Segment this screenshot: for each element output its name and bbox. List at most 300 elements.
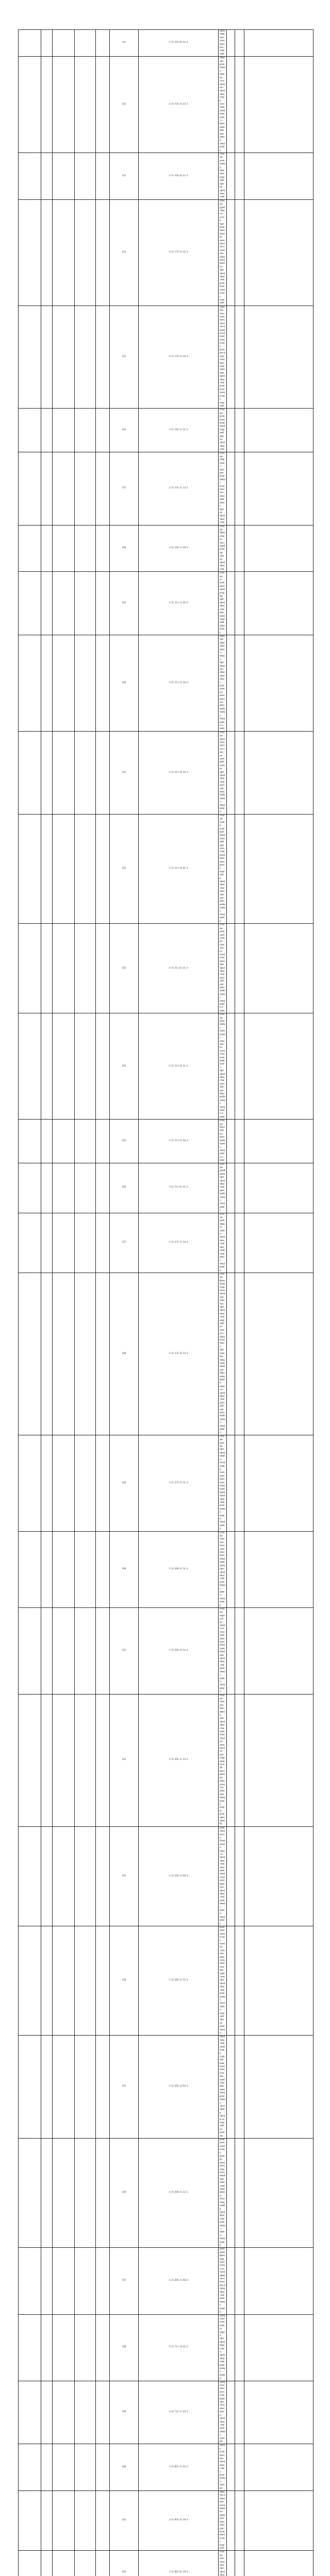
empty-cell bbox=[96, 2138, 110, 2247]
table-row bbox=[19, 306, 314, 409]
empty-cell bbox=[19, 57, 41, 153]
empty-cell bbox=[41, 731, 53, 814]
fkko-code: 3 31 211 41 21 4 bbox=[139, 924, 219, 1013]
empty-cell bbox=[75, 306, 96, 409]
row-number: 322 bbox=[110, 814, 139, 923]
empty-cell bbox=[244, 2248, 314, 2314]
empty-cell bbox=[96, 1163, 110, 1213]
empty-cell bbox=[19, 1826, 41, 1926]
empty-cell bbox=[41, 409, 53, 452]
empty-cell bbox=[227, 1273, 235, 1435]
empty-cell bbox=[227, 2138, 235, 2247]
waste-name: Бракованных технических изделий bbox=[219, 30, 227, 57]
waste-name: отходы окрасок от линии от технологического оборудования при производстве резиновых шин и покрышек bbox=[219, 1607, 227, 1694]
empty-cell bbox=[41, 1435, 53, 1531]
waste-name: резинотехнические рукава (шланги), отработанные при транспортировании, теплоизделий в производстве резиновых шин и покрышек bbox=[219, 2138, 227, 2247]
row-number: 332 bbox=[110, 1694, 139, 1826]
empty-cell bbox=[244, 1163, 314, 1213]
table-row bbox=[19, 2138, 314, 2247]
empty-cell bbox=[53, 409, 75, 452]
empty-cell bbox=[96, 2248, 110, 2314]
empty-cell bbox=[235, 199, 244, 306]
empty-cell bbox=[75, 153, 96, 200]
empty-cell bbox=[235, 30, 244, 57]
row-number: 339 bbox=[110, 2381, 139, 2444]
fkko-code: 3 31 182 11 21 4 bbox=[139, 409, 219, 452]
empty-cell bbox=[96, 572, 110, 635]
empty-cell bbox=[53, 1531, 75, 1607]
empty-cell bbox=[41, 635, 53, 731]
row-number: 312 bbox=[110, 57, 139, 153]
fkko-code: 3 31 192 11 20 4 bbox=[139, 525, 219, 572]
empty-cell bbox=[235, 306, 244, 409]
empty-cell bbox=[19, 814, 41, 923]
empty-cell bbox=[227, 2491, 235, 2551]
row-number: 318 bbox=[110, 525, 139, 572]
empty-cell bbox=[235, 409, 244, 452]
fkko-code: 3 31 285 11 60 4 bbox=[139, 2248, 219, 2314]
empty-cell bbox=[41, 2491, 53, 2551]
empty-cell bbox=[96, 153, 110, 200]
empty-cell bbox=[41, 153, 53, 200]
empty-cell bbox=[53, 452, 75, 525]
empty-cell bbox=[19, 2444, 41, 2491]
empty-cell bbox=[19, 306, 41, 409]
fkko-code: 3 31 272 22 33 4 bbox=[139, 1273, 219, 1435]
empty-cell bbox=[96, 924, 110, 1013]
empty-cell bbox=[96, 306, 110, 409]
empty-cell bbox=[244, 199, 314, 306]
table-row bbox=[19, 1163, 314, 1213]
row-number: 327 bbox=[110, 1213, 139, 1273]
empty-cell bbox=[19, 30, 41, 57]
fkko-code: 3 31 191 11 52 4 bbox=[139, 452, 219, 525]
empty-cell bbox=[53, 924, 75, 1013]
empty-cell bbox=[227, 572, 235, 635]
empty-cell bbox=[96, 2381, 110, 2444]
row-number: 311 bbox=[110, 30, 139, 57]
empty-cell bbox=[53, 1694, 75, 1826]
table-row bbox=[19, 409, 314, 452]
empty-cell bbox=[41, 2381, 53, 2444]
empty-cell bbox=[75, 924, 96, 1013]
empty-cell bbox=[19, 1694, 41, 1826]
empty-cell bbox=[235, 2314, 244, 2381]
empty-cell bbox=[53, 1435, 75, 1531]
empty-cell bbox=[53, 57, 75, 153]
empty-cell bbox=[227, 452, 235, 525]
empty-cell bbox=[227, 57, 235, 153]
table-row bbox=[19, 2381, 314, 2444]
empty-cell bbox=[227, 2444, 235, 2491]
row-number: 331 bbox=[110, 1607, 139, 1694]
fkko-code: 3 31 801 11 43 4 bbox=[139, 2444, 219, 2491]
empty-cell bbox=[41, 924, 53, 1013]
table-row bbox=[19, 731, 314, 814]
empty-cell bbox=[227, 1531, 235, 1607]
row-number: 324 bbox=[110, 1013, 139, 1120]
row-number: 325 bbox=[110, 1120, 139, 1163]
row-number: 330 bbox=[110, 1531, 139, 1607]
empty-cell bbox=[75, 2381, 96, 2444]
table-row bbox=[19, 1531, 314, 1607]
empty-cell bbox=[96, 1607, 110, 1694]
empty-cell bbox=[75, 2444, 96, 2491]
empty-cell bbox=[41, 2551, 53, 2576]
empty-cell bbox=[96, 731, 110, 814]
empty-cell bbox=[53, 2491, 75, 2551]
empty-cell bbox=[53, 635, 75, 731]
table-body bbox=[19, 30, 314, 2576]
empty-cell bbox=[227, 1694, 235, 1826]
row-number: 329 bbox=[110, 1435, 139, 1531]
empty-cell bbox=[53, 153, 75, 200]
empty-cell bbox=[75, 525, 96, 572]
fkko-code: 3 31 211 11 20 4 bbox=[139, 572, 219, 635]
fkko-code: 3 31 170 12 20 4 bbox=[139, 306, 219, 409]
empty-cell bbox=[75, 199, 96, 306]
empty-cell bbox=[96, 1531, 110, 1607]
empty-cell bbox=[227, 409, 235, 452]
empty-cell bbox=[19, 924, 41, 1013]
empty-cell bbox=[53, 1607, 75, 1694]
waste-name: отходы резиновых пленочных пластин из полиэтилентерефталата при производстве деталей для автомобильных покрышек и шин bbox=[219, 1013, 227, 1120]
row-number: 321 bbox=[110, 731, 139, 814]
empty-cell bbox=[41, 1826, 53, 1926]
empty-cell bbox=[19, 1163, 41, 1213]
empty-cell bbox=[244, 452, 314, 525]
table-row bbox=[19, 814, 314, 923]
fkko-code: 3 31 211 51 20 4 bbox=[139, 1120, 219, 1163]
row-number: 323 bbox=[110, 924, 139, 1013]
empty-cell bbox=[75, 2248, 96, 2314]
empty-cell bbox=[235, 1213, 244, 1273]
empty-cell bbox=[244, 306, 314, 409]
fkko-code: 3 31 211 31 20 4 bbox=[139, 731, 219, 814]
empty-cell bbox=[19, 1273, 41, 1435]
empty-cell bbox=[244, 2444, 314, 2491]
empty-cell bbox=[244, 525, 314, 572]
empty-cell bbox=[235, 1273, 244, 1435]
waste-name: отходы ткани клеевой пропитанной при изготовлении протекторного изделия в производстве деталей для автомобильных покрышек bbox=[219, 814, 227, 923]
empty-cell bbox=[19, 2551, 41, 2576]
table-row bbox=[19, 1435, 314, 1531]
empty-cell bbox=[75, 57, 96, 153]
row-number: 338 bbox=[110, 2314, 139, 2381]
fkko-code: 3 31 284 11 52 4 bbox=[139, 2138, 219, 2247]
empty-cell bbox=[75, 1163, 96, 1213]
empty-cell bbox=[75, 731, 96, 814]
table-row bbox=[19, 1273, 314, 1435]
fkko-code: 3 31 102 31 22 4 bbox=[139, 57, 219, 153]
empty-cell bbox=[244, 30, 314, 57]
empty-cell bbox=[227, 1120, 235, 1163]
empty-cell bbox=[244, 57, 314, 153]
empty-cell bbox=[235, 2138, 244, 2247]
table-row bbox=[19, 1607, 314, 1694]
empty-cell bbox=[19, 2248, 41, 2314]
table-row bbox=[19, 924, 314, 1013]
empty-cell bbox=[235, 2444, 244, 2491]
empty-cell bbox=[75, 1826, 96, 1926]
empty-cell bbox=[19, 635, 41, 731]
empty-cell bbox=[235, 2381, 244, 2444]
empty-cell bbox=[227, 30, 235, 57]
empty-cell bbox=[235, 731, 244, 814]
empty-cell bbox=[53, 2248, 75, 2314]
empty-cell bbox=[235, 1926, 244, 2035]
empty-cell bbox=[96, 2444, 110, 2491]
empty-cell bbox=[19, 2381, 41, 2444]
empty-cell bbox=[75, 2491, 96, 2551]
empty-cell bbox=[53, 2551, 75, 2576]
empty-cell bbox=[41, 2138, 53, 2247]
empty-cell bbox=[227, 1213, 235, 1273]
empty-cell bbox=[227, 2381, 235, 2444]
empty-cell bbox=[244, 635, 314, 731]
empty-cell bbox=[53, 1926, 75, 2035]
waste-name: рукавные фильтры, трубчатые из полиэфирного волокна в производстве резиновых камер bbox=[219, 2248, 227, 2314]
empty-cell bbox=[235, 153, 244, 200]
empty-cell bbox=[227, 731, 235, 814]
empty-cell bbox=[53, 2314, 75, 2381]
table-row bbox=[19, 30, 314, 57]
fkko-code: 3 31 283 12 62 4 bbox=[139, 2036, 219, 2139]
row-number: 334 bbox=[110, 1926, 139, 2035]
table-row bbox=[19, 2551, 314, 2576]
waste-name: обрезки текстильного полотна и кромки из синтетических волокон в текстильных изделиях при производстве резинотехнических изделий bbox=[219, 306, 227, 409]
empty-cell bbox=[227, 924, 235, 1013]
empty-cell bbox=[53, 1120, 75, 1163]
table-row bbox=[19, 1694, 314, 1826]
empty-cell bbox=[75, 1531, 96, 1607]
empty-cell bbox=[75, 814, 96, 923]
empty-cell bbox=[96, 1926, 110, 2035]
table-row bbox=[19, 1120, 314, 1163]
fkko-code: 3 31 211 32 61 4 bbox=[139, 814, 219, 923]
table-row bbox=[19, 1926, 314, 2035]
waste-name: разновидность бумажного корда в производстве, загрязненная силикатными для производства резиновых шин и покрышек bbox=[219, 1826, 227, 1926]
waste-name: резинотехнические пленки, утратившие потребительские свойства, при производстве резиновых заготовок и изделий при их резинении bbox=[219, 1926, 227, 2035]
table-row bbox=[19, 572, 314, 635]
empty-cell bbox=[53, 731, 75, 814]
empty-cell bbox=[53, 814, 75, 923]
empty-cell bbox=[75, 30, 96, 57]
empty-cell bbox=[75, 1213, 96, 1273]
empty-cell bbox=[41, 1013, 53, 1120]
empty-cell bbox=[244, 2551, 314, 2576]
empty-cell bbox=[96, 199, 110, 306]
fkko-code: 3 31 271 71 33 4 bbox=[139, 1213, 219, 1273]
empty-cell bbox=[53, 30, 75, 57]
empty-cell bbox=[244, 153, 314, 200]
empty-cell bbox=[19, 525, 41, 572]
table-row bbox=[19, 2314, 314, 2381]
row-number: 335 bbox=[110, 2036, 139, 2139]
table-row bbox=[19, 153, 314, 200]
empty-cell bbox=[41, 306, 53, 409]
waste-name: отходы очистки бассейнов при производстве шин эпоксидных материалов для гидравлической внутренней поверхности шинных покрышек (перед вулканизацией) bbox=[219, 1694, 227, 1826]
empty-cell bbox=[41, 57, 53, 153]
empty-cell bbox=[235, 2248, 244, 2314]
fkko-code: 3 31 211 42 21 4 bbox=[139, 1013, 219, 1120]
empty-cell bbox=[96, 409, 110, 452]
empty-cell bbox=[227, 199, 235, 306]
table-row bbox=[19, 635, 314, 731]
waste-name: пыль в технических производствах резиновых смесей bbox=[219, 2444, 227, 2491]
waste-classification-table bbox=[18, 29, 314, 2576]
empty-cell bbox=[235, 1013, 244, 1120]
empty-cell bbox=[53, 199, 75, 306]
empty-cell bbox=[53, 1163, 75, 1213]
empty-cell bbox=[227, 635, 235, 731]
waste-name: обрезки обрезиненного корда при ремонте обрезиненных шланговых материалов с автомобильных покрышек и шин bbox=[219, 635, 227, 731]
empty-cell bbox=[19, 572, 41, 635]
empty-cell bbox=[244, 1531, 314, 1607]
fkko-code: 3 31 801 21 20 4 bbox=[139, 2491, 219, 2551]
empty-cell bbox=[96, 635, 110, 731]
empty-cell bbox=[41, 2036, 53, 2139]
row-number: 319 bbox=[110, 572, 139, 635]
empty-cell bbox=[53, 1213, 75, 1273]
empty-cell bbox=[227, 2036, 235, 2139]
empty-cell bbox=[19, 1531, 41, 1607]
table-row bbox=[19, 2248, 314, 2314]
empty-cell bbox=[244, 572, 314, 635]
empty-cell bbox=[53, 572, 75, 635]
fkko-code: 3 31 891 41 20 4 bbox=[139, 2551, 219, 2576]
empty-cell bbox=[96, 452, 110, 525]
empty-cell bbox=[244, 1926, 314, 2035]
empty-cell bbox=[19, 452, 41, 525]
empty-cell bbox=[227, 814, 235, 923]
empty-cell bbox=[19, 1435, 41, 1531]
empty-cell bbox=[75, 2551, 96, 2576]
empty-cell bbox=[75, 1273, 96, 1435]
fkko-code: 3 31 292 31 60 4 bbox=[139, 1826, 219, 1926]
empty-cell bbox=[41, 525, 53, 572]
empty-cell bbox=[227, 306, 235, 409]
empty-cell bbox=[41, 1213, 53, 1273]
empty-cell bbox=[75, 572, 96, 635]
empty-cell bbox=[41, 1926, 53, 2035]
empty-cell bbox=[235, 924, 244, 1013]
empty-cell bbox=[235, 1531, 244, 1607]
fkko-code: 3 31 280 11 31 4 bbox=[139, 1531, 219, 1607]
empty-cell bbox=[244, 1013, 314, 1120]
empty-cell bbox=[244, 2381, 314, 2444]
empty-cell bbox=[96, 30, 110, 57]
table-row bbox=[19, 452, 314, 525]
empty-cell bbox=[41, 30, 53, 57]
empty-cell bbox=[53, 2138, 75, 2247]
empty-cell bbox=[244, 814, 314, 923]
empty-cell bbox=[96, 525, 110, 572]
waste-name: отходы разделительных пластин из полиэстирола при производстве деталей для автомобильных покрышек и шин bbox=[219, 924, 227, 1013]
waste-name: производственная ткань, утратившая потребительские свойства при хранении резиновых заготовок в процессе изделий из резины bbox=[219, 2036, 227, 2139]
empty-cell bbox=[96, 1013, 110, 1120]
empty-cell bbox=[75, 409, 96, 452]
waste-name: отходы текстильных при производ bbox=[219, 2551, 227, 2576]
empty-cell bbox=[227, 525, 235, 572]
row-number: 320 bbox=[110, 635, 139, 731]
empty-cell bbox=[19, 1926, 41, 2035]
empty-cell bbox=[235, 572, 244, 635]
empty-cell bbox=[227, 1826, 235, 1926]
empty-cell bbox=[75, 452, 96, 525]
empty-cell bbox=[244, 1213, 314, 1273]
empty-cell bbox=[227, 1607, 235, 1694]
empty-cell bbox=[235, 1826, 244, 1926]
empty-cell bbox=[41, 2314, 53, 2381]
waste-name: пыль синтетического корда при производстве в производстве резиновых камер bbox=[219, 2314, 227, 2381]
waste-name: отходы резиновые, бывших изделий при их производстве bbox=[219, 153, 227, 200]
fkko-code: 3 31 283 11 33 4 bbox=[139, 1694, 219, 1826]
empty-cell bbox=[244, 1435, 314, 1531]
empty-cell bbox=[75, 1694, 96, 1826]
empty-cell bbox=[227, 1435, 235, 1531]
empty-cell bbox=[235, 2551, 244, 2576]
fkko-code: 3 31 713 17 42 4 bbox=[139, 2381, 219, 2444]
empty-cell bbox=[19, 1120, 41, 1163]
empty-cell bbox=[227, 2248, 235, 2314]
empty-cell bbox=[53, 525, 75, 572]
fkko-code: 3 31 211 12 20 4 bbox=[139, 635, 219, 731]
empty-cell bbox=[244, 1826, 314, 1926]
empty-cell bbox=[19, 199, 41, 306]
waste-name: отходы дроблёнок и отсев при резиноизделиях материалов и отметки обрабатываемых при производстве резинотехнических изделий bbox=[219, 199, 227, 306]
empty-cell bbox=[41, 572, 53, 635]
row-number: 333 bbox=[110, 1826, 139, 1926]
empty-cell bbox=[244, 1694, 314, 1826]
empty-cell bbox=[227, 1013, 235, 1120]
empty-cell bbox=[75, 1120, 96, 1163]
fkko-code: 3 31 273 11 31 4 bbox=[139, 1435, 219, 1531]
table-row bbox=[19, 1013, 314, 1120]
empty-cell bbox=[19, 2491, 41, 2551]
empty-cell bbox=[244, 731, 314, 814]
empty-cell bbox=[96, 2491, 110, 2551]
empty-cell bbox=[96, 2551, 110, 2576]
empty-cell bbox=[19, 2138, 41, 2247]
waste-name: отходы резинокомпаундов изделий при их производстве bbox=[219, 409, 227, 452]
waste-name: отходы пропиточного состава на клеевой основе при производстве деталей автомобильных покрышек bbox=[219, 731, 227, 814]
empty-cell bbox=[235, 57, 244, 153]
empty-cell bbox=[235, 635, 244, 731]
empty-cell bbox=[235, 814, 244, 923]
empty-cell bbox=[41, 814, 53, 923]
empty-cell bbox=[41, 1120, 53, 1163]
fkko-code: 3 31 283 11 52 4 bbox=[139, 1926, 219, 2035]
empty-cell bbox=[96, 2314, 110, 2381]
row-number: 342 bbox=[110, 2551, 139, 2576]
empty-cell bbox=[96, 57, 110, 153]
empty-cell bbox=[41, 1273, 53, 1435]
row-number: 315 bbox=[110, 306, 139, 409]
empty-cell bbox=[235, 1163, 244, 1213]
empty-cell bbox=[227, 1926, 235, 2035]
empty-cell bbox=[75, 2314, 96, 2381]
table-row bbox=[19, 525, 314, 572]
table-row bbox=[19, 1826, 314, 1926]
empty-cell bbox=[244, 2138, 314, 2247]
empty-cell bbox=[244, 2036, 314, 2139]
empty-cell bbox=[96, 1120, 110, 1163]
row-number: 337 bbox=[110, 2248, 139, 2314]
empty-cell bbox=[41, 2248, 53, 2314]
row-number: 317 bbox=[110, 452, 139, 525]
empty-cell bbox=[235, 452, 244, 525]
